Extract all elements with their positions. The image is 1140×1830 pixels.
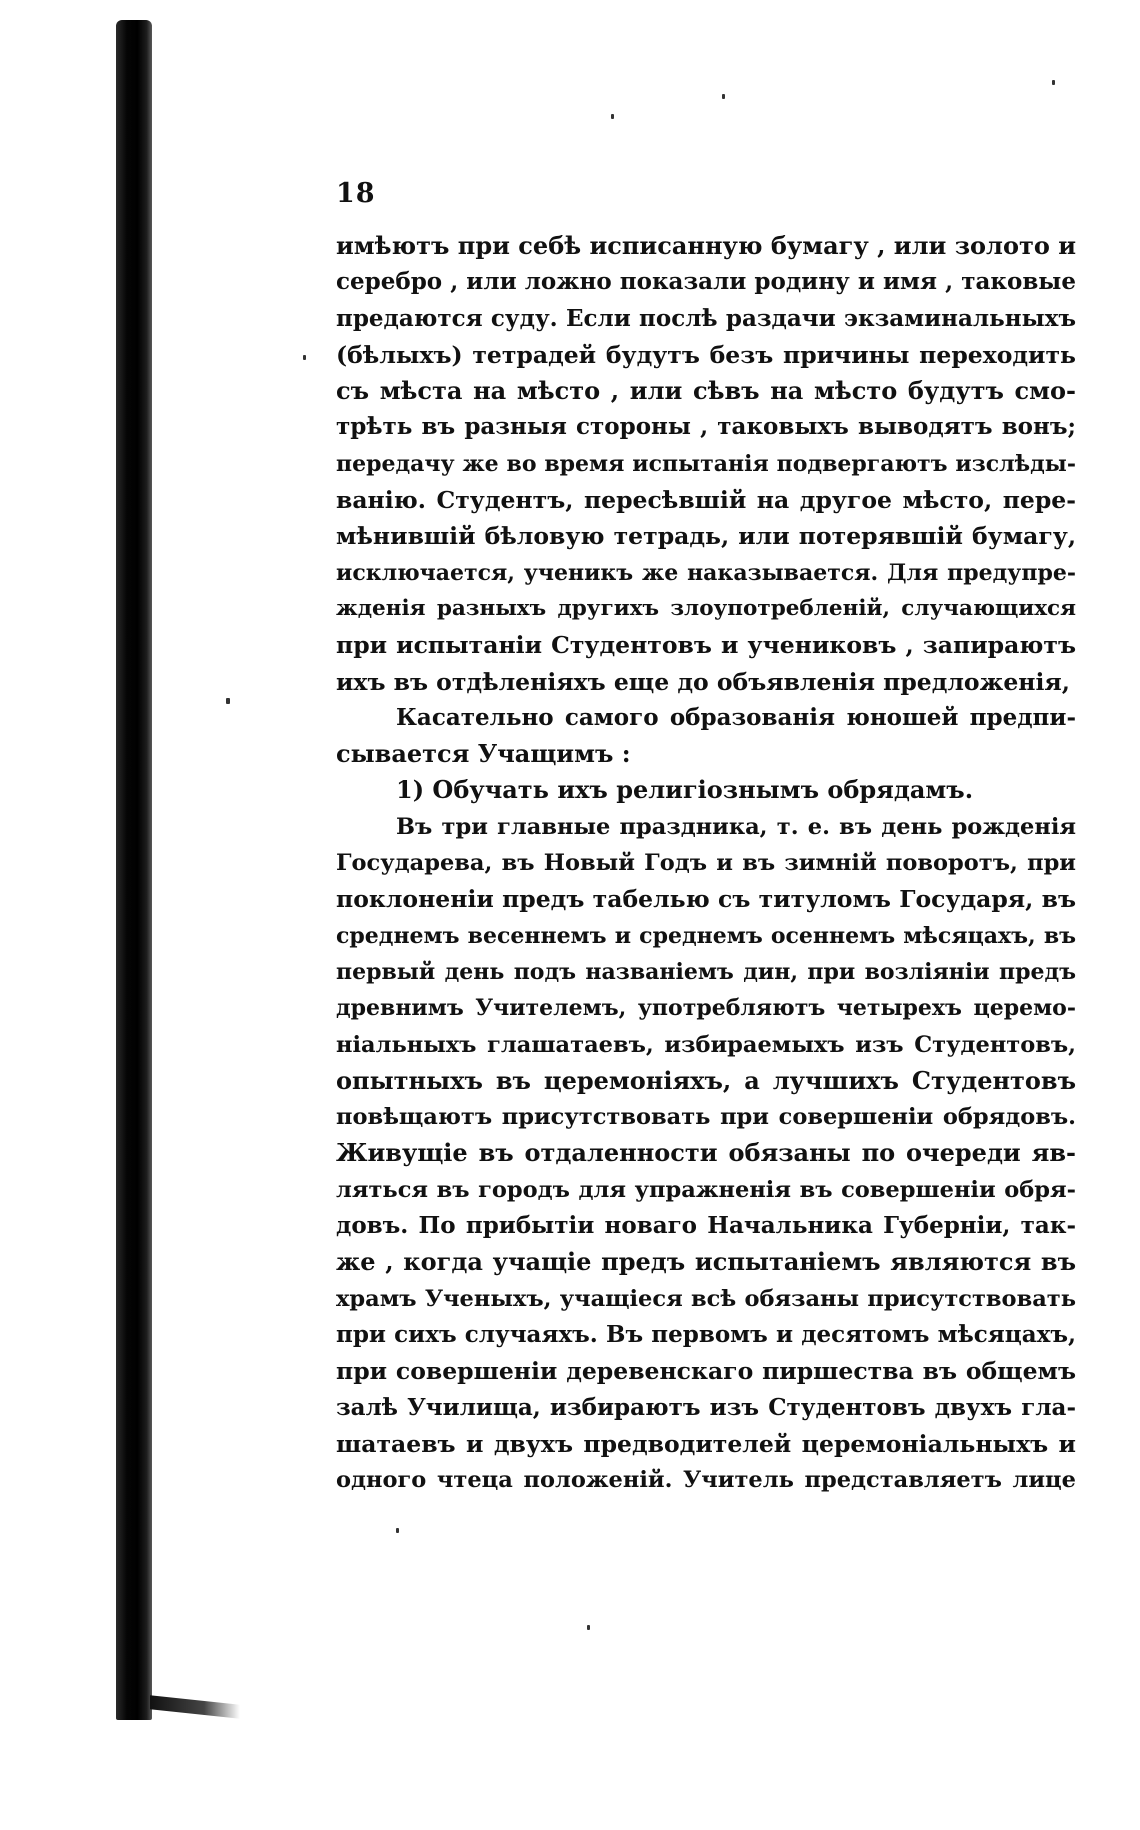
text-line: Въ три главные праздника, т. е. въ день рожденія <box>396 813 1076 840</box>
print-speck <box>587 1625 590 1630</box>
text-line: древнимъ Учителемъ, употребляютъ четырехъ церемо- <box>336 995 1076 1022</box>
print-speck <box>303 355 306 360</box>
binding-tail-smudge <box>150 1695 240 1718</box>
text-line: ляться въ городъ для упражненія въ совершеніи обря- <box>336 1176 1076 1203</box>
text-line: первый день подъ названіемъ дин, при возліяніи предъ <box>336 958 1076 985</box>
text-line: среднемъ весеннемъ и среднемъ осеннемъ мѣсяцахъ, въ <box>336 922 1076 949</box>
text-line: залѣ Училища, избираютъ изъ Студентовъ двухъ гла- <box>336 1393 1076 1421</box>
text-line: сывается Учащимъ : <box>336 739 631 769</box>
text-line: трѣть въ разныя стороны , таковыхъ выводятъ вонъ; <box>336 413 1076 441</box>
text-line: при совершеніи деревенскаго пиршества въ общемъ <box>336 1357 1076 1386</box>
list-item-line: 1) Обучать ихъ религіознымъ обрядамъ. <box>396 775 974 805</box>
text-line: Государева, въ Новый Годъ и въ зимній поворотъ, при <box>336 850 1076 877</box>
text-line: при испытаніи Студентовъ и учениковъ , запираютъ <box>336 631 1076 660</box>
text-line: исключается, ученикъ же наказывается. Для предупре- <box>336 559 1076 586</box>
print-speck <box>611 114 614 119</box>
text-line: шатаевъ и двухъ предводителей церемоніальныхъ и <box>336 1429 1076 1458</box>
print-speck <box>396 1528 399 1533</box>
print-speck <box>226 698 230 704</box>
text-line: передачу же во время испытанія подвергаютъ изслѣды- <box>336 450 1076 477</box>
page-number: 18 <box>336 178 376 209</box>
text-line: при сихъ случаяхъ. Въ первомъ и десятомъ мѣсяцахъ, <box>336 1320 1076 1348</box>
text-line: мѣнившій бѣловую тетрадь, или потерявшій бумагу, <box>336 522 1076 551</box>
text-line: предаются суду. Если послѣ раздачи экзаминальныхъ <box>336 304 1076 332</box>
text-line: поклоненіи предъ табелью съ титуломъ Государя, въ <box>336 885 1076 914</box>
print-speck <box>722 94 725 99</box>
text-line: Живущіе въ отдаленности обязаны по очереди яв- <box>336 1138 1076 1168</box>
text-line: Касательно самого образованія юношей предпи- <box>396 703 1076 731</box>
book-binding-edge <box>116 20 152 1720</box>
text-line: имѣютъ при себѣ исписанную бумагу , или золото и <box>336 231 1076 260</box>
text-line: одного чтеца положеній. Учитель представляетъ лице <box>336 1467 1076 1494</box>
text-line: ихъ въ отдѣленіяхъ еще до объявленія предложенія, <box>336 667 1070 696</box>
text-line: храмъ Ученыхъ, учащіеся всѣ обязаны присутствовать <box>336 1285 1076 1312</box>
text-line: ванію. Студентъ, пересѣвшій на другое мѣсто, пере- <box>336 486 1076 515</box>
text-line: съ мѣста на мѣсто , или сѣвъ на мѣсто будутъ смо- <box>336 376 1076 406</box>
text-line: довъ. По прибытіи новаго Начальника Губерніи, так- <box>336 1212 1076 1240</box>
body-text <box>336 228 1076 1498</box>
text-line: же , когда учащіе предъ испытаніемъ являются въ <box>336 1247 1076 1277</box>
text-line: ніальныхъ глашатаевъ, избираемыхъ изъ Студентовъ, <box>336 1031 1076 1058</box>
print-speck <box>1052 80 1055 85</box>
text-line: жденія разныхъ другихъ злоупотребленій, случающихся <box>336 595 1076 621</box>
text-line: повѣщаютъ присутствовать при совершеніи обрядовъ. <box>336 1104 1076 1131</box>
text-line: опытныхъ въ церемоніяхъ, а лучшихъ Студентовъ <box>336 1065 1076 1095</box>
text-line: (бѣлыхъ) тетрадей будутъ безъ причины переходить <box>336 340 1076 369</box>
text-line: серебро , или ложно показали родину и имя , таковые <box>336 268 1076 296</box>
